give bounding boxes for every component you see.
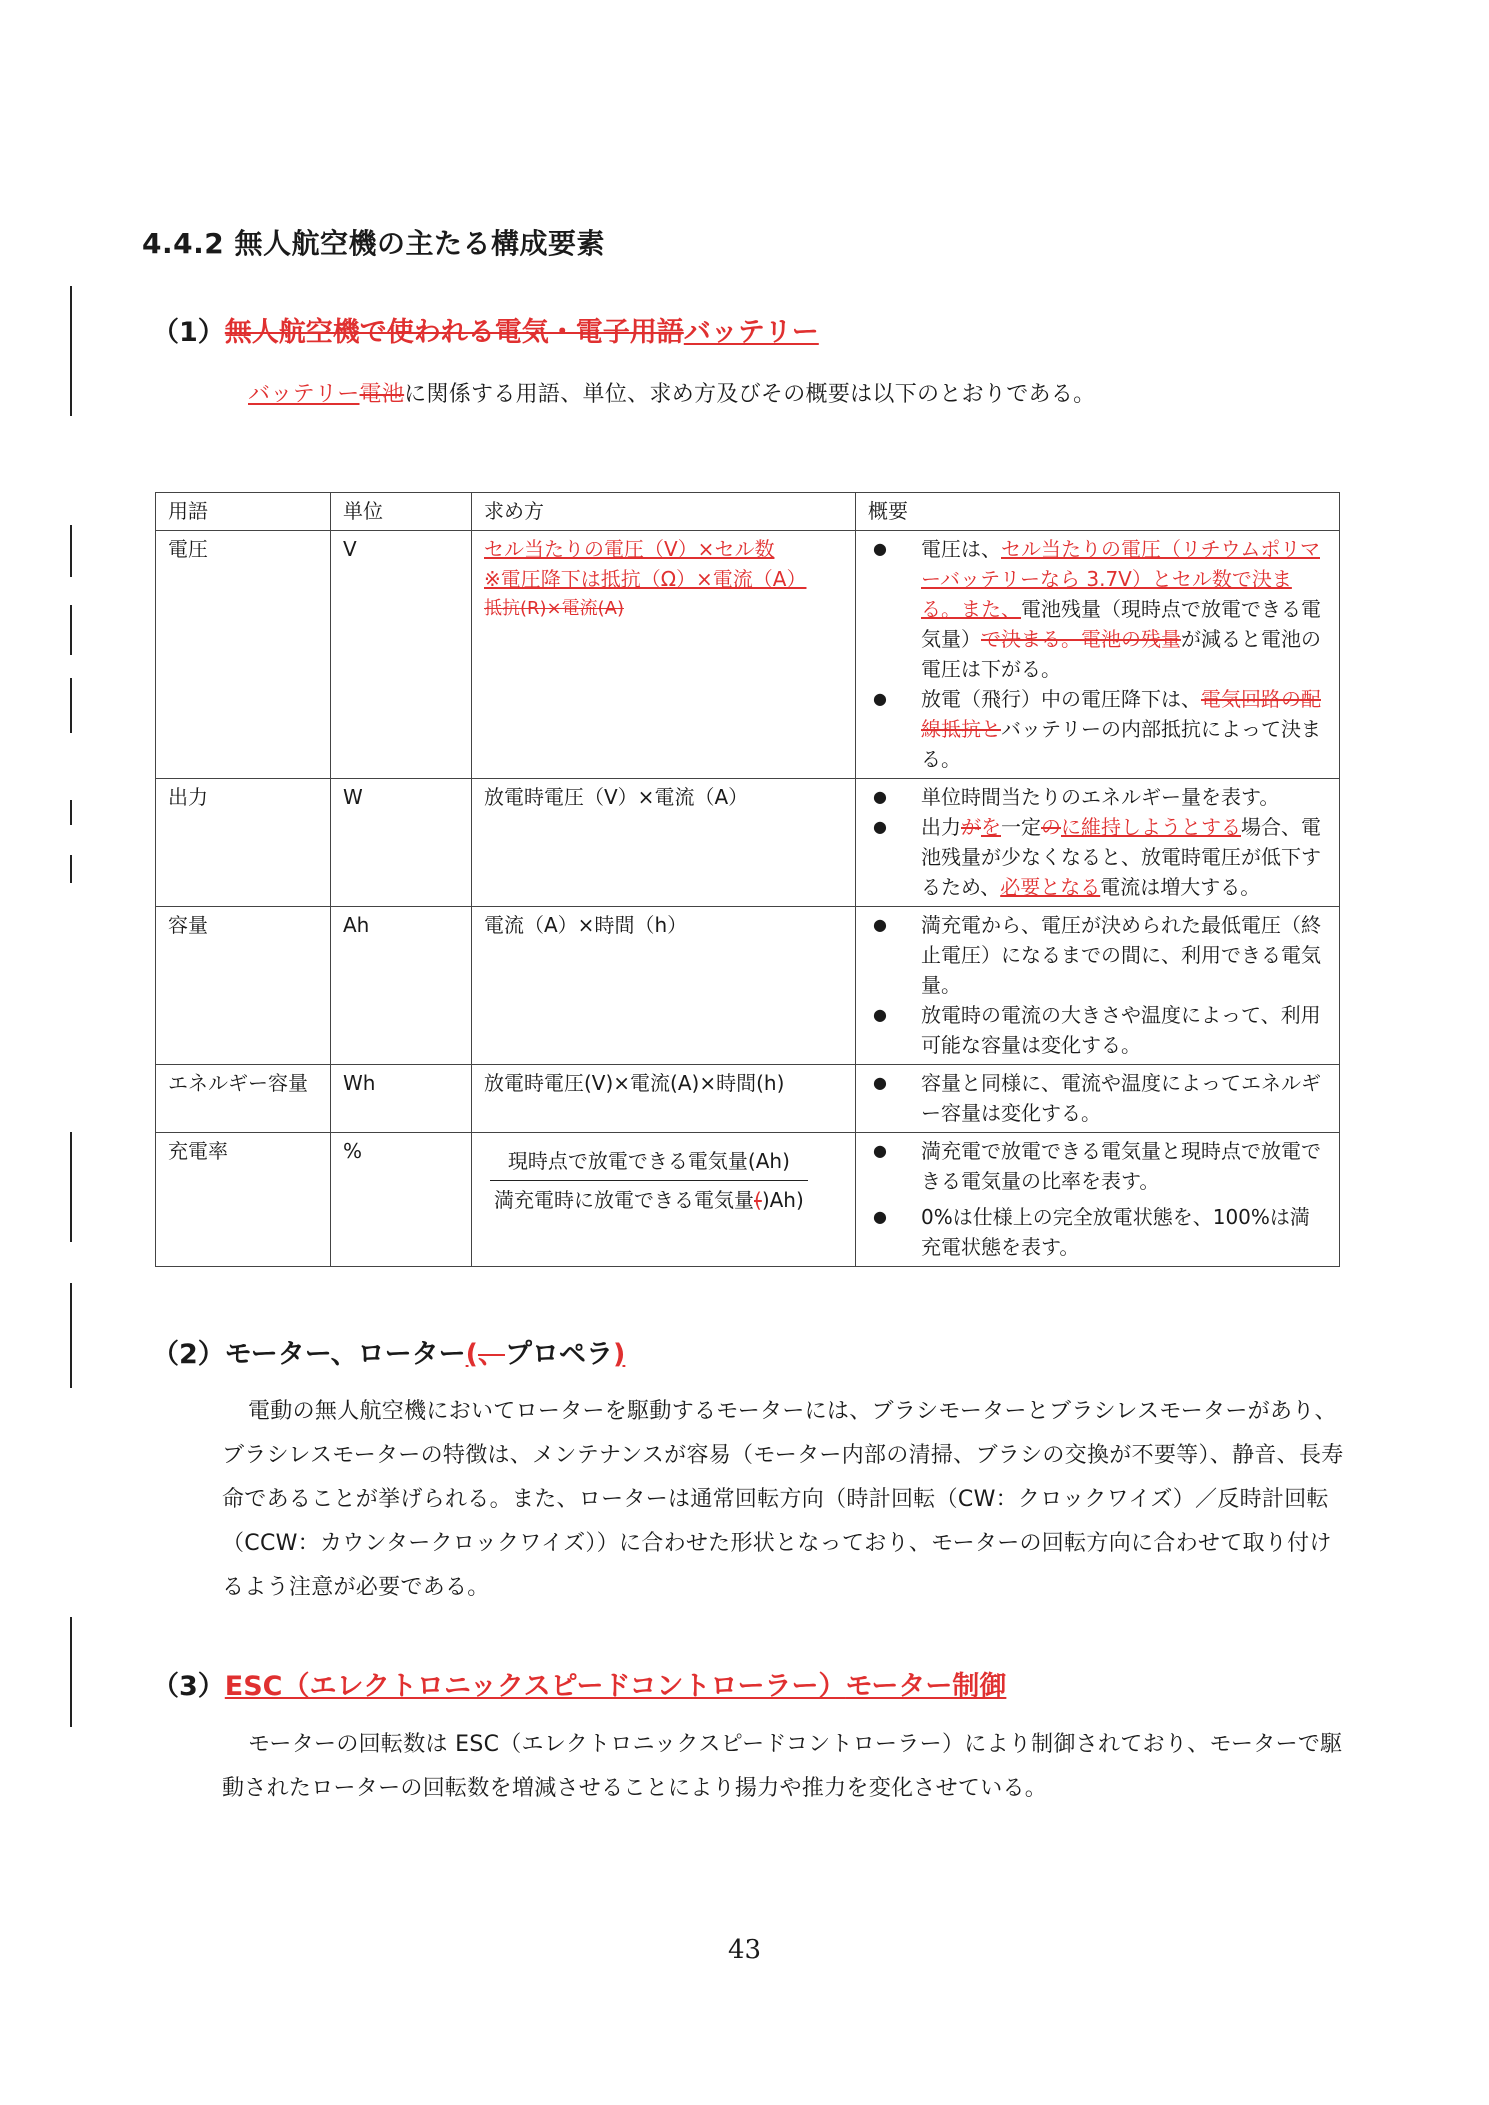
deleted-text: (: [754, 1188, 762, 1212]
summary-text: 電流は増大する。: [1100, 875, 1261, 899]
list-item: [868, 812, 1327, 902]
method-cell: 電流（A）×時間（h）: [472, 907, 856, 1065]
term-cell: 充電率: [156, 1133, 331, 1267]
header-method: 求め方: [472, 493, 856, 531]
summary-text: 電圧は、: [921, 537, 1001, 561]
change-bar: [70, 525, 72, 577]
unit-cell: V: [331, 531, 472, 779]
summary-text: バッテリーの内部抵抗によって決まる。: [921, 717, 1321, 771]
inserted-text: ): [612, 1339, 626, 1370]
method-cell: [472, 1133, 856, 1267]
list-item: [868, 684, 1327, 774]
summary-cell: [856, 907, 1340, 1065]
change-bar: [70, 1283, 72, 1388]
denominator-text: 満充電時に放電できる電気量: [494, 1188, 754, 1212]
summary-text: 一定: [1001, 815, 1041, 839]
header-summary: 概要: [856, 493, 1340, 531]
inserted-text: 必要となる: [1000, 875, 1101, 899]
change-bar: [70, 605, 72, 655]
summary-cell: [856, 531, 1340, 779]
motor-paragraph: 電動の無人航空機においてローターを駆動するモーターには、ブラシモーターとブラシレスモーターがあり、ブラシレスモーターの特徴は、メンテナンスが容易（モーター内部の清掃、ブラシの交換が不要等）、静音、長寿命であることが挙げられる。また、ローターは通常回転方向（時計回転（CW：クロックワイズ）／反時計回転（CCW：カウンタークロックワイズ））に合わせた形状となっており、モーターの回転方向に合わせて取り付けるよう注意が必要である。: [222, 1399, 1344, 1600]
intro-text: に関係する用語、単位、求め方及びその概要は以下のとおりである。: [404, 382, 1096, 407]
deleted-text: 電気回路の配線抵抗と: [921, 687, 1321, 741]
summary-text: が減ると電池の電圧は下がる。: [921, 627, 1321, 681]
subheading-text: プロペラ: [504, 1339, 613, 1370]
battery-terms-table: [155, 492, 1340, 1267]
term-cell: 容量: [156, 907, 331, 1065]
method-cell: [472, 531, 856, 779]
list-item: [868, 534, 1327, 684]
method-cell: 放電時電圧(V)×電流(A)×時間(h): [472, 1065, 856, 1133]
table-row-energy: [156, 1065, 1340, 1133]
term-cell: エネルギー容量: [156, 1065, 331, 1133]
subheading-text: モーター、ローター: [224, 1339, 466, 1370]
inserted-text: を: [981, 815, 1001, 839]
unit-cell: W: [331, 779, 472, 907]
fraction-denominator: [490, 1181, 808, 1215]
deleted-text: が: [961, 815, 981, 839]
subheading-motor: [152, 1332, 625, 1371]
change-bar: [70, 678, 72, 733]
subheading-battery: [152, 310, 819, 349]
fraction-formula: [490, 1146, 808, 1215]
change-bar: [70, 286, 72, 416]
list-item: ● 0%は仕様上の完全放電状態を、100%は満充電状態を表す。: [868, 1202, 1327, 1262]
deleted-text: 抵抗(R)×電流(A): [484, 598, 624, 619]
unit-cell: Ah: [331, 907, 472, 1065]
summary-cell: [856, 1133, 1340, 1267]
term-cell: 出力: [156, 779, 331, 907]
intro-paragraph: [248, 373, 1095, 417]
list-item: ● 満充電から、電圧が決められた最低電圧（終止電圧）になるまでの間に、利用できる電気量。: [868, 910, 1327, 1000]
inserted-text: モーター制御: [845, 1671, 1007, 1702]
deleted-text: 電池: [359, 382, 405, 407]
change-bar: [70, 800, 72, 825]
table-row-capacity: [156, 907, 1340, 1065]
inserted-text: (: [465, 1339, 478, 1370]
method-cell: 放電時電圧（V）×電流（A）: [472, 779, 856, 907]
change-bar: [70, 1617, 72, 1727]
header-term: 用語: [156, 493, 331, 531]
change-bar: [70, 1132, 72, 1242]
header-unit: 単位: [331, 493, 472, 531]
inserted-text: バッテリー: [248, 382, 360, 407]
table-row-soc: [156, 1133, 1340, 1267]
term-cell: 電圧: [156, 531, 331, 779]
summary-text: 電池残量（現時点で放電できる電気量）: [921, 597, 1321, 651]
summary-cell: [856, 1065, 1340, 1133]
deleted-text: で決まる。電池の残量: [981, 627, 1181, 651]
list-item: ● 満充電で放電できる電気量と現時点で放電できる電気量の比率を表す。: [868, 1136, 1327, 1196]
change-bar: [70, 855, 72, 883]
list-item: ● 放電時の電流の大きさや温度によって、利用可能な容量は変化する。: [868, 1000, 1327, 1060]
list-item: ● 単位時間当たりのエネルギー量を表す。: [868, 782, 1327, 812]
section-heading: 4.4.2 無人航空機の主たる構成要素: [142, 227, 605, 260]
summary-text: 場合、電池残量が少なくなると、放電時電圧が低下するため、: [921, 815, 1321, 899]
summary-text: 放電（飛行）中の電圧降下は、: [921, 687, 1201, 711]
deleted-text: 、: [477, 1339, 505, 1370]
fraction-numerator: 現時点で放電できる電気量(Ah): [490, 1146, 808, 1181]
inserted-text: ※電圧降下は抵抗（Ω）×電流（A）: [484, 567, 807, 591]
summary-cell: [856, 779, 1340, 907]
subheading-number: （2）: [152, 1339, 225, 1370]
page-number: 43: [727, 1935, 762, 1965]
inserted-text: セル当たりの電圧（リチウムポリマーバッテリーなら 3.7V）とセル数で決まる。また、: [921, 537, 1320, 621]
list-item: ● 容量と同様に、電流や温度によってエネルギー容量は変化する。: [868, 1068, 1327, 1128]
table-row-output: [156, 779, 1340, 907]
summary-text: 出力: [921, 815, 961, 839]
inserted-text: セル当たりの電圧（V）×セル数: [484, 537, 775, 561]
table-row-voltage: [156, 531, 1340, 779]
subheading-number: （1）: [152, 317, 225, 348]
esc-paragraph: モーターの回転数は ESC（エレクトロニックスピードコントローラー）により制御されており、モーターで駆動されたローターの回転数を増減させることにより揚力や推力を変化させている。: [222, 1732, 1343, 1801]
subheading-esc: [152, 1664, 1006, 1703]
denominator-text: )Ah): [761, 1188, 804, 1212]
unit-cell: %: [331, 1133, 472, 1267]
inserted-text: バッテリー: [683, 317, 819, 348]
deleted-text: の: [1041, 815, 1061, 839]
inserted-text: に維持しようとする: [1061, 815, 1241, 839]
subheading-number: （3）: [152, 1671, 225, 1702]
unit-cell: Wh: [331, 1065, 472, 1133]
deleted-text: 無人航空機で使われる電気・電子用語: [224, 317, 684, 348]
inserted-text: ESC（エレクトロニックスピードコントローラー）: [224, 1671, 846, 1702]
table-header-row: [156, 493, 1340, 531]
